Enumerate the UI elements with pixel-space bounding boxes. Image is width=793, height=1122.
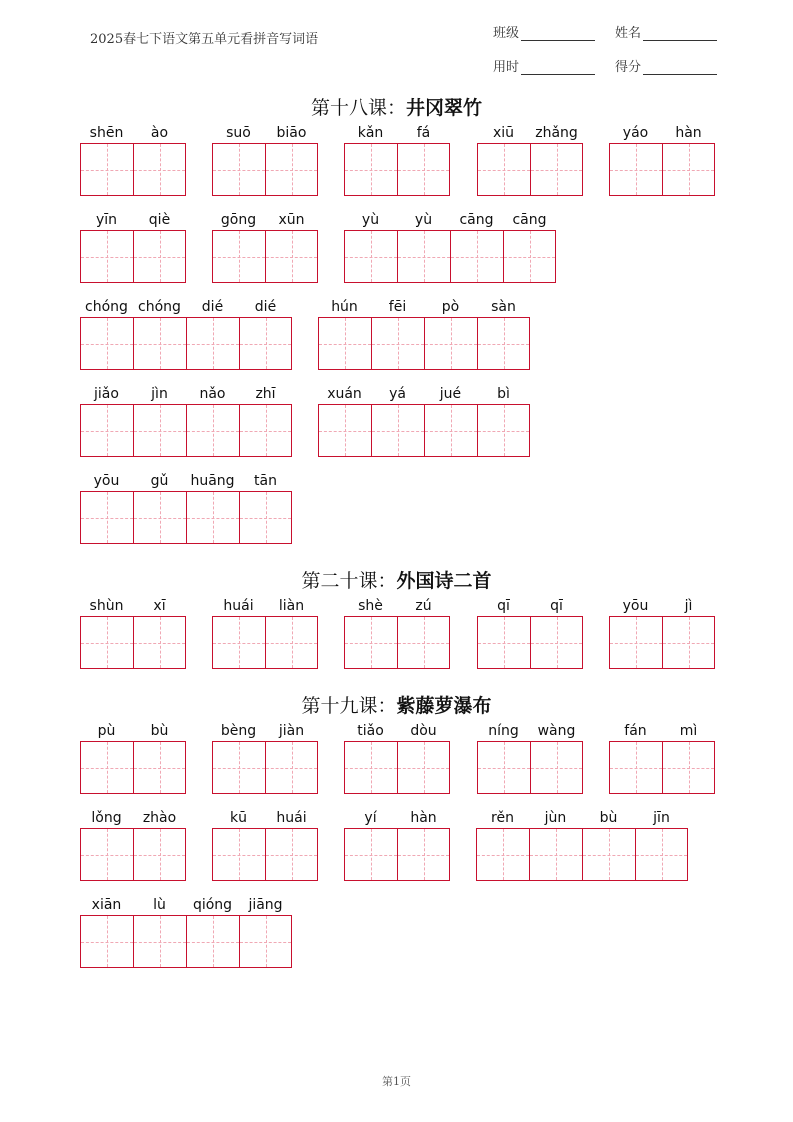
word-group: [212, 596, 318, 616]
writing-box[interactable]: [133, 616, 186, 669]
word-group: [80, 721, 186, 741]
char-cell: [212, 721, 265, 741]
writing-box[interactable]: [133, 404, 186, 457]
pinyin-label: dié: [254, 299, 277, 315]
word-group: [80, 123, 186, 143]
char-cell: [318, 297, 371, 317]
char-cell: [133, 210, 186, 230]
pinyin-label: gōng: [220, 212, 257, 228]
pinyin-label: chóng: [85, 299, 128, 315]
writing-box[interactable]: [80, 828, 133, 881]
pinyin-label: jué: [439, 386, 462, 402]
pinyin-label: xiān: [91, 897, 122, 913]
pinyin-label: suō: [226, 125, 251, 141]
writing-box[interactable]: [530, 741, 583, 794]
char-cell: [239, 384, 292, 404]
writing-box[interactable]: [239, 317, 292, 370]
lesson-title: [0, 691, 793, 718]
pinyin-label: huái: [223, 598, 254, 614]
char-cell: [397, 808, 450, 828]
char-cell: [186, 297, 239, 317]
word-group: [80, 808, 186, 828]
char-cell: [344, 123, 397, 143]
writing-box[interactable]: [530, 143, 583, 196]
pinyin-label: jiǎo: [94, 386, 119, 402]
char-cell: [265, 721, 318, 741]
writing-box[interactable]: [133, 915, 186, 968]
char-cell: [80, 210, 133, 230]
writing-box[interactable]: [80, 317, 133, 370]
writing-box[interactable]: [212, 828, 265, 881]
pinyin-label: wàng: [537, 723, 576, 739]
char-cell: [133, 596, 186, 616]
writing-box[interactable]: [80, 915, 133, 968]
writing-box[interactable]: [344, 230, 397, 283]
pinyin-label: yáo: [622, 125, 649, 141]
pinyin-label: qiè: [148, 212, 171, 228]
pinyin-label: sàn: [491, 299, 516, 315]
char-cell: [212, 808, 265, 828]
word-group: [477, 123, 583, 143]
writing-box[interactable]: [582, 828, 635, 881]
char-cell: [239, 895, 292, 915]
pinyin-label: fēi: [388, 299, 407, 315]
pinyin-label: zhī: [255, 386, 276, 402]
writing-box[interactable]: [371, 404, 424, 457]
lesson-number: 第十九课：: [301, 695, 397, 717]
char-cell: [133, 384, 186, 404]
class-label: 班级: [493, 26, 520, 41]
char-cell: [450, 210, 503, 230]
pinyin-label: bù: [150, 723, 169, 739]
writing-box[interactable]: [397, 143, 450, 196]
writing-box[interactable]: [609, 616, 662, 669]
pinyin-label: tān: [254, 473, 277, 489]
writing-box[interactable]: [397, 616, 450, 669]
word-group: [609, 721, 715, 741]
pinyin-label: bì: [497, 386, 510, 402]
writing-box[interactable]: [80, 230, 133, 283]
worksheet-title: 2025春七下语文第五单元看拼音写词语: [90, 32, 319, 47]
word-group: [212, 808, 318, 828]
writing-box[interactable]: [609, 741, 662, 794]
writing-box[interactable]: [186, 491, 239, 544]
lesson-title: [0, 93, 793, 120]
writing-box[interactable]: [265, 230, 318, 283]
pinyin-label: yù: [414, 212, 433, 228]
lesson-name: 井冈翠竹: [406, 97, 483, 119]
word-group: [344, 596, 450, 616]
char-cell: [371, 297, 424, 317]
char-cell: [503, 210, 556, 230]
writing-box[interactable]: [530, 616, 583, 669]
writing-box[interactable]: [397, 230, 450, 283]
char-cell: [344, 210, 397, 230]
pinyin-label: zhào: [142, 810, 177, 826]
pinyin-label: yīn: [95, 212, 118, 228]
pinyin-label: pù: [97, 723, 116, 739]
pinyin-label: xī: [153, 598, 166, 614]
word-group: [609, 123, 715, 143]
writing-box[interactable]: [80, 404, 133, 457]
pinyin-label: zú: [415, 598, 432, 614]
char-cell: [424, 384, 477, 404]
char-cell: [212, 210, 265, 230]
char-cell: [477, 596, 530, 616]
name-label: 姓名: [615, 26, 642, 41]
char-cell: [239, 471, 292, 491]
pinyin-label: lǒng: [91, 810, 122, 826]
lesson-title: [0, 566, 793, 593]
pinyin-label: gǔ: [150, 473, 169, 489]
char-cell: [477, 721, 530, 741]
pinyin-label: hàn: [675, 125, 702, 141]
pinyin-label: jīn: [653, 810, 670, 826]
char-cell: [265, 596, 318, 616]
pinyin-label: jì: [684, 598, 693, 614]
writing-box[interactable]: [265, 741, 318, 794]
pinyin-label: fá: [416, 125, 431, 141]
writing-box[interactable]: [212, 616, 265, 669]
writing-box[interactable]: [529, 828, 582, 881]
char-cell: [397, 210, 450, 230]
char-cell: [609, 596, 662, 616]
char-cell: [80, 721, 133, 741]
writing-box[interactable]: [477, 741, 530, 794]
char-cell: [476, 808, 529, 828]
time-label: 用时: [493, 60, 520, 75]
word-group: [344, 210, 556, 230]
char-cell: [133, 895, 186, 915]
char-cell: [530, 596, 583, 616]
writing-box[interactable]: [239, 915, 292, 968]
writing-box[interactable]: [80, 616, 133, 669]
word-group: [212, 123, 318, 143]
char-cell: [133, 297, 186, 317]
score-blank[interactable]: [643, 60, 717, 75]
word-group: [609, 596, 715, 616]
writing-box[interactable]: [609, 143, 662, 196]
score-field: [615, 56, 717, 75]
word-group: [344, 721, 450, 741]
pinyin-label: xuán: [327, 386, 362, 402]
char-cell: [239, 297, 292, 317]
writing-box[interactable]: [265, 616, 318, 669]
pinyin-label: huāng: [190, 473, 235, 489]
word-group: [477, 721, 583, 741]
word-group: [344, 808, 450, 828]
writing-box[interactable]: [212, 741, 265, 794]
char-cell: [609, 721, 662, 741]
pinyin-label: lù: [153, 897, 166, 913]
pinyin-label: shēn: [89, 125, 124, 141]
char-cell: [80, 808, 133, 828]
char-cell: [397, 123, 450, 143]
pinyin-label: shùn: [89, 598, 124, 614]
writing-box[interactable]: [477, 404, 530, 457]
char-cell: [80, 895, 133, 915]
writing-box[interactable]: [265, 828, 318, 881]
char-cell: [662, 596, 715, 616]
word-group: [344, 123, 450, 143]
pinyin-label: tiǎo: [357, 723, 384, 739]
pinyin-label: qióng: [192, 897, 233, 913]
writing-box[interactable]: [477, 317, 530, 370]
char-cell: [186, 895, 239, 915]
char-cell: [265, 210, 318, 230]
writing-box[interactable]: [239, 491, 292, 544]
writing-box[interactable]: [371, 317, 424, 370]
pinyin-label: jùn: [544, 810, 567, 826]
pinyin-label: níng: [488, 723, 519, 739]
char-cell: [530, 123, 583, 143]
writing-box[interactable]: [212, 230, 265, 283]
char-cell: [265, 808, 318, 828]
char-cell: [186, 384, 239, 404]
writing-box[interactable]: [477, 143, 530, 196]
pinyin-label: ào: [150, 125, 169, 141]
writing-box[interactable]: [476, 828, 529, 881]
pinyin-label: yù: [361, 212, 380, 228]
char-cell: [635, 808, 688, 828]
time-field: [493, 56, 595, 75]
char-cell: [529, 808, 582, 828]
pinyin-label: chóng: [138, 299, 181, 315]
char-cell: [133, 721, 186, 741]
word-group: [477, 596, 583, 616]
pinyin-label: hàn: [410, 810, 437, 826]
writing-box[interactable]: [80, 143, 133, 196]
writing-box[interactable]: [318, 404, 371, 457]
writing-box[interactable]: [424, 317, 477, 370]
pinyin-label: xūn: [278, 212, 305, 228]
writing-box[interactable]: [186, 404, 239, 457]
writing-box[interactable]: [344, 616, 397, 669]
pinyin-label: kū: [230, 810, 247, 826]
writing-box[interactable]: [133, 828, 186, 881]
pinyin-label: dié: [201, 299, 224, 315]
char-cell: [424, 297, 477, 317]
word-group: [80, 471, 292, 491]
char-cell: [80, 123, 133, 143]
pinyin-label: rěn: [491, 810, 514, 826]
pinyin-label: bèng: [220, 723, 257, 739]
writing-box[interactable]: [133, 491, 186, 544]
pinyin-label: jìn: [151, 386, 168, 402]
word-group: [80, 895, 292, 915]
writing-box[interactable]: [503, 230, 556, 283]
name-blank[interactable]: [643, 26, 717, 41]
char-cell: [609, 123, 662, 143]
writing-box[interactable]: [635, 828, 688, 881]
writing-box[interactable]: [133, 741, 186, 794]
char-cell: [133, 123, 186, 143]
char-cell: [344, 808, 397, 828]
pinyin-label: jiāng: [248, 897, 283, 913]
lesson-number: 第十八课：: [310, 97, 406, 119]
char-cell: [212, 123, 265, 143]
pinyin-label: shè: [358, 598, 383, 614]
writing-box[interactable]: [662, 741, 715, 794]
word-group: [80, 384, 292, 404]
char-cell: [212, 596, 265, 616]
pinyin-label: qī: [550, 598, 563, 614]
pinyin-label: yí: [364, 810, 377, 826]
writing-box[interactable]: [450, 230, 503, 283]
writing-box[interactable]: [344, 143, 397, 196]
char-cell: [133, 471, 186, 491]
writing-box[interactable]: [80, 741, 133, 794]
class-blank[interactable]: [521, 26, 595, 41]
writing-box[interactable]: [186, 915, 239, 968]
pinyin-label: yōu: [93, 473, 120, 489]
name-field: [615, 22, 717, 41]
writing-box[interactable]: [239, 404, 292, 457]
pinyin-label: kǎn: [357, 125, 384, 141]
pinyin-label: bù: [599, 810, 618, 826]
char-cell: [477, 297, 530, 317]
char-cell: [133, 808, 186, 828]
pinyin-label: mì: [679, 723, 698, 739]
lesson-name: 外国诗二首: [396, 570, 492, 592]
char-cell: [265, 123, 318, 143]
writing-box[interactable]: [265, 143, 318, 196]
char-cell: [477, 123, 530, 143]
pinyin-label: yá: [389, 386, 406, 402]
pinyin-label: jiàn: [278, 723, 305, 739]
writing-box[interactable]: [133, 230, 186, 283]
pinyin-label: pò: [441, 299, 460, 315]
writing-box[interactable]: [477, 616, 530, 669]
word-group: [318, 297, 530, 317]
writing-box[interactable]: [212, 143, 265, 196]
writing-box[interactable]: [397, 828, 450, 881]
word-group: [80, 596, 186, 616]
pinyin-label: fán: [624, 723, 647, 739]
writing-box[interactable]: [662, 616, 715, 669]
word-group: [212, 721, 318, 741]
writing-box[interactable]: [662, 143, 715, 196]
char-cell: [397, 596, 450, 616]
pinyin-label: dòu: [410, 723, 437, 739]
char-cell: [371, 384, 424, 404]
time-blank[interactable]: [521, 60, 595, 75]
writing-box[interactable]: [397, 741, 450, 794]
word-group: [80, 210, 186, 230]
char-cell: [530, 721, 583, 741]
pinyin-label: biāo: [276, 125, 307, 141]
pinyin-label: liàn: [278, 598, 305, 614]
char-cell: [344, 721, 397, 741]
char-cell: [80, 596, 133, 616]
word-group: [212, 210, 318, 230]
char-cell: [662, 123, 715, 143]
writing-box[interactable]: [80, 491, 133, 544]
char-cell: [80, 471, 133, 491]
lesson-name: 紫藤萝瀑布: [396, 695, 492, 717]
char-cell: [186, 471, 239, 491]
class-field: [493, 22, 595, 41]
score-label: 得分: [615, 60, 642, 75]
char-cell: [477, 384, 530, 404]
page-number: 第1页: [382, 1075, 411, 1088]
writing-box[interactable]: [133, 317, 186, 370]
word-group: [476, 808, 688, 828]
writing-box[interactable]: [318, 317, 371, 370]
writing-box[interactable]: [424, 404, 477, 457]
pinyin-label: qī: [497, 598, 510, 614]
word-group: [80, 297, 292, 317]
pinyin-label: huái: [276, 810, 307, 826]
char-cell: [80, 297, 133, 317]
writing-box[interactable]: [186, 317, 239, 370]
pinyin-label: yōu: [622, 598, 649, 614]
writing-box[interactable]: [344, 828, 397, 881]
char-cell: [582, 808, 635, 828]
pinyin-label: cāng: [459, 212, 494, 228]
pinyin-label: cāng: [512, 212, 547, 228]
char-cell: [662, 721, 715, 741]
char-cell: [80, 384, 133, 404]
word-group: [318, 384, 530, 404]
writing-box[interactable]: [344, 741, 397, 794]
lesson-number: 第二十课：: [301, 570, 397, 592]
char-cell: [318, 384, 371, 404]
writing-box[interactable]: [133, 143, 186, 196]
char-cell: [397, 721, 450, 741]
pinyin-label: nǎo: [199, 386, 226, 402]
pinyin-label: hún: [331, 299, 358, 315]
pinyin-label: zhǎng: [535, 125, 578, 141]
char-cell: [344, 596, 397, 616]
pinyin-label: xiū: [492, 125, 515, 141]
